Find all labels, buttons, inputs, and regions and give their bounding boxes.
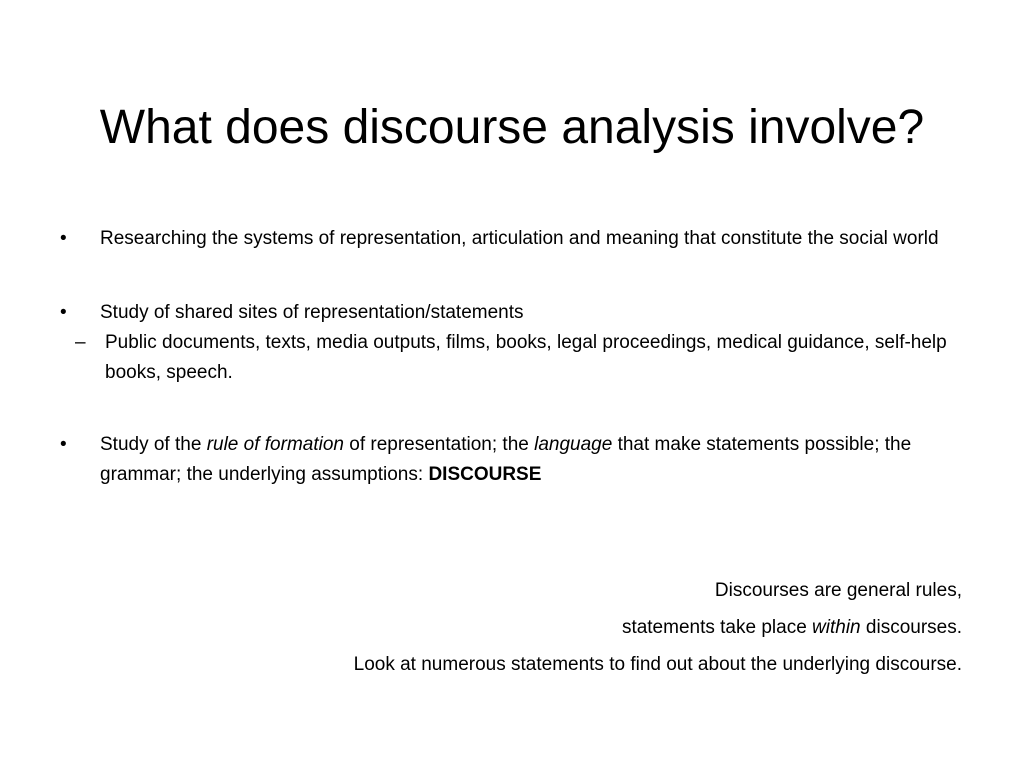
bullet-text: Study of the rule of formation of representation; the language that make statements possible; the grammar; the underlying assumptions: DISCOURSE	[100, 434, 912, 485]
slide-title: What does discourse analysis involve?	[99, 101, 925, 155]
conclusion-line-3: Look at numerous statements to find out about the underlying discourse.	[353, 654, 962, 675]
bullet-text: Study of shared sites of representation/statements	[100, 302, 524, 323]
sub-bullet-marker: –	[75, 332, 86, 353]
bullet-item	[60, 224, 960, 254]
discourse-strong: DISCOURSE	[428, 464, 542, 485]
bullet-marker: •	[60, 434, 67, 455]
sub-bullet-item	[20, 328, 960, 388]
bullet-marker: •	[60, 302, 67, 323]
bullet-item	[60, 298, 960, 328]
emphasis-language: language	[534, 434, 613, 455]
bullet-marker: •	[60, 228, 67, 249]
conclusion-line-1: Discourses are general rules,	[714, 580, 962, 601]
conclusion-block	[354, 572, 962, 683]
sub-bullet-text: Public documents, texts, media outputs, films, books, legal proceedings, medical guidance, self-help books, speech.	[105, 332, 947, 383]
emphasis-rule-of-formation: rule of formation	[206, 434, 344, 455]
conclusion-line-2: statements take place within discourses.	[621, 617, 962, 638]
bullet-text: Researching the systems of representation, articulation and meaning that constitute the social world	[100, 228, 939, 249]
emphasis-within: within	[812, 617, 861, 638]
slide-content	[60, 224, 960, 490]
bullet-item	[60, 430, 960, 490]
